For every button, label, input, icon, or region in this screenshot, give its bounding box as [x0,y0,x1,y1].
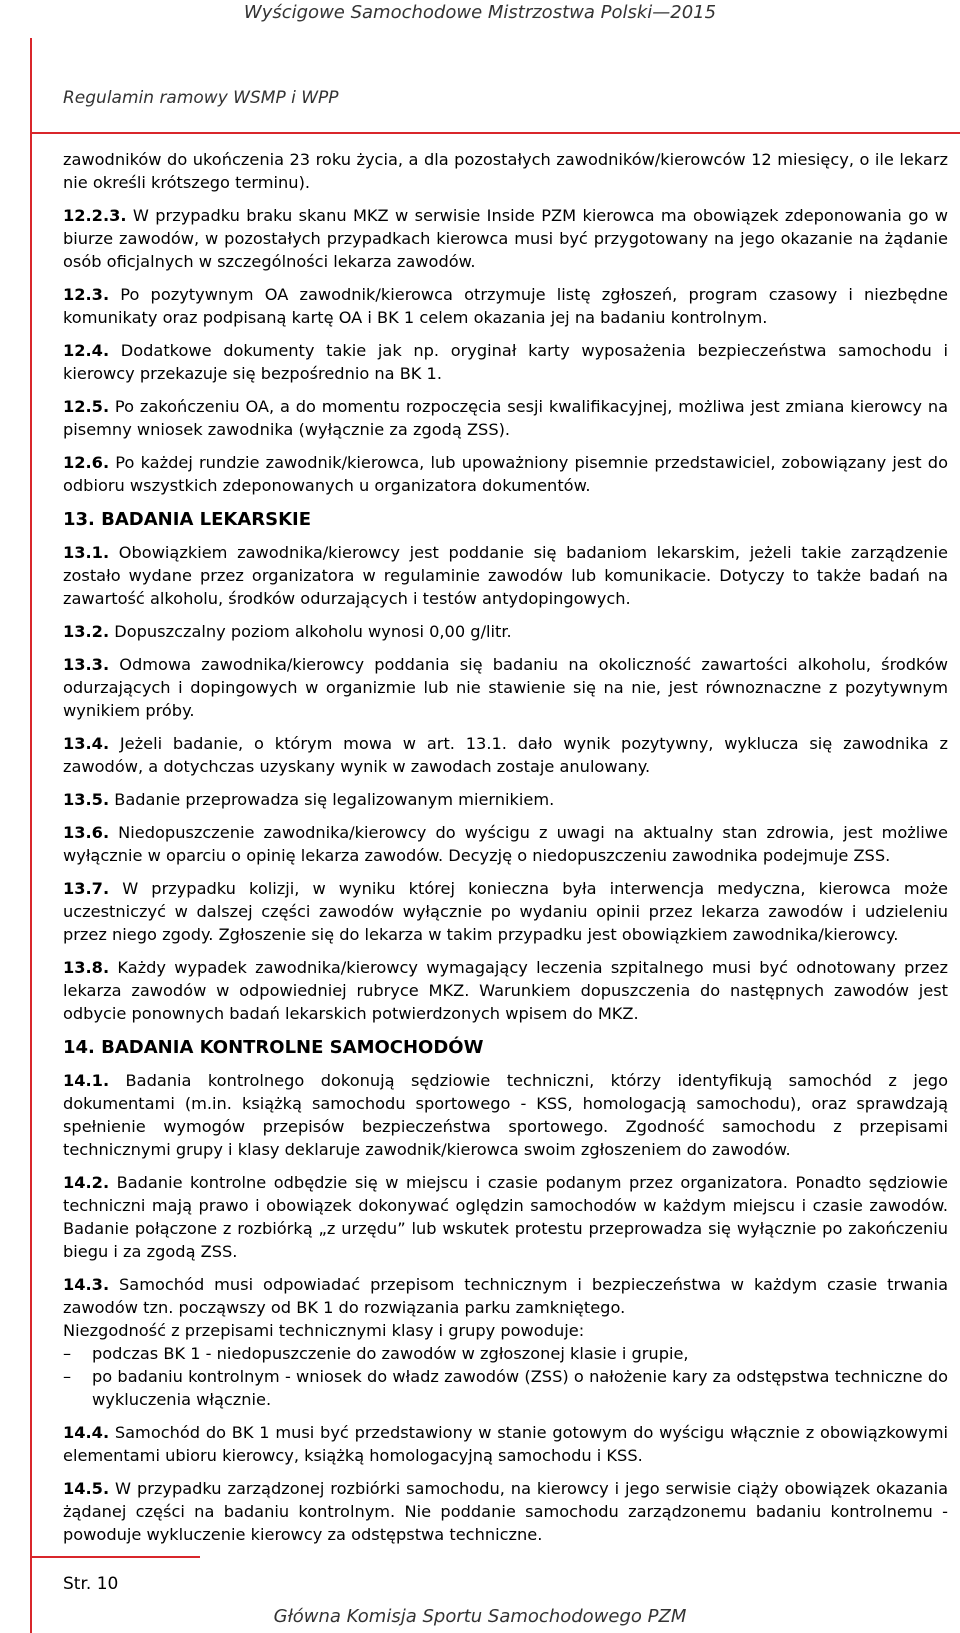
paragraph-text: zawodników do ukończenia 23 roku życia, a dla pozostałych zawodników/kierowców 12 miesięcy, o ile lekarz nie określi krótszego terminu). [63,150,948,192]
section-number: 14.2. [63,1173,110,1192]
paragraph-text: Badanie przeprowadza się legalizowanym miernikiem. [109,790,555,809]
paragraph-text: Niedopuszczenie zawodnika/kierowcy do wyścigu z uwagi na aktualny stan zdrowia, jest możliwe wyłącznie w oparciu o opinię lekarza zawodów. Decyzję o niedopuszczeniu zawodnika podejmuje ZSS. [63,823,948,865]
paragraph-text: Samochód do BK 1 musi być przedstawiony w stanie gotowym do wyścigu włącznie z obowiązkowymi elementami ubioru kierowcy, książką homologacyjną samochodu i KSS. [63,1423,948,1465]
paragraph [63,148,948,194]
paragraph-12-5 [63,395,948,441]
list-item: – podczas BK 1 - niedopuszczenie do zawodów w zgłoszonej klasie i grupie, [63,1342,948,1365]
section-number: 12.3. [63,285,110,304]
paragraph-13-4 [63,732,948,778]
paragraph-text: Dopuszczalny poziom alkoholu wynosi 0,00 g/litr. [109,622,512,641]
paragraph-13-7 [63,877,948,946]
dash-list [63,1342,948,1411]
paragraph-12-2-3 [63,204,948,273]
page-body [63,148,948,1556]
paragraph-text: Każdy wypadek zawodnika/kierowcy wymagający leczenia szpitalnego musi być odnotowany przez lekarza zawodów w odpowiedniej rubryce MKZ. Warunkiem dopuszczenia do następnych zawodów jest odbycie ponownych badań lekarskich potwierdzonych wpisem do MKZ. [63,958,948,1023]
paragraph-13-3 [63,653,948,722]
paragraph-13-6 [63,821,948,867]
paragraph-text: Po każdej rundzie zawodnik/kierowca, lub upoważniony pisemnie przedstawiciel, zobowiązany jest do odbioru wszystkich zdeponowanych u organizatora dokumentów. [63,453,948,495]
paragraph-text: Dodatkowe dokumenty takie jak np. oryginał karty wyposażenia bezpieczeństwa samochodu i kierowcy przekazuje się bezpośrednio na BK 1. [63,341,948,383]
paragraph-text: Niezgodność z przepisami technicznymi klasy i grupy powoduje: [63,1321,585,1340]
paragraph-13-5 [63,788,948,811]
section-number: 13.3. [63,655,110,674]
section-number: 13.5. [63,790,110,809]
paragraph-text: Obowiązkiem zawodnika/kierowcy jest poddanie się badaniom lekarskim, jeżeli takie zarządzenie zostało wydane przez organizatora w regulaminie zawodów lub komunikacie. Dotyczy to także badań na zawartość alkoholu, środków odurzających i testów antydopingowych. [63,543,948,608]
section-number: 13.6. [63,823,110,842]
paragraph-12-3 [63,283,948,329]
section-number: 14.5. [63,1479,110,1498]
section-number: 14.1. [63,1071,110,1090]
paragraph-text: Badanie kontrolne odbędzie się w miejscu i czasie podanym przez organizatora. Ponadto sędziowie techniczni mają prawo i obowiązek dokonywać oględzin samochodów w każdym miejscu i czasie zawodów. Badanie połączone z rozbiórką „z urzędu” lub wskutek protestu przeprowadza się wyłącznie po zakończeniu biegu i za zgodą ZSS. [63,1173,948,1261]
paragraph-13-8 [63,956,948,1025]
page-number: Str. 10 [63,1574,119,1594]
section-number: 12.2.3. [63,206,127,225]
section-number: 14.3. [63,1275,110,1294]
paragraph-text: W przypadku zarządzonej rozbiórki samochodu, na kierowcy i jego serwisie ciąży obowiązek okazania żądanej części na badaniu kontrolnym. Nie poddanie samochodu zarządzonemu badaniu kontrolnemu - powoduje wykluczenie kierowcy za odstępstwa techniczne. [63,1479,948,1544]
section-number: 13.4. [63,734,110,753]
paragraph-13-2 [63,620,948,643]
paragraph-list-intro [63,1319,948,1342]
section-number: 13.7. [63,879,110,898]
paragraph-12-6 [63,451,948,497]
section-number: 12.4. [63,341,110,360]
paragraph-14-4 [63,1421,948,1467]
paragraph-text: Jeżeli badanie, o którym mowa w art. 13.1. dało wynik pozytywny, wyklucza się zawodnika z zawodów, a dotychczas uzyskany wynik w zawodach zostaje anulowany. [63,734,948,776]
paragraph-14-1 [63,1069,948,1161]
section-number: 13.1. [63,543,110,562]
header-rule [30,132,960,134]
paragraph-14-5 [63,1477,948,1546]
paragraph-14-2 [63,1171,948,1263]
paragraph-text: Po zakończeniu OA, a do momentu rozpoczęcia sesji kwalifikacyjnej, możliwa jest zmiana kierowcy na pisemny wniosek zawodnika (wyłącznie za zgodą ZSS). [63,397,948,439]
paragraph-14-3 [63,1273,948,1319]
margin-rule-vertical [30,38,32,1633]
footer-rule [30,1556,200,1558]
document-footer: Główna Komisja Sportu Samochodowego PZM [273,1606,687,1627]
list-item: – po badaniu kontrolnym - wniosek do władz zawodów (ZSS) o nałożenie kary za odstępstwa techniczne do wykluczenia włącznie. [63,1365,948,1411]
section-heading-14: 14. BADANIA KONTROLNE SAMOCHODÓW [63,1037,484,1058]
section-number: 14.4. [63,1423,110,1442]
paragraph-13-1 [63,541,948,610]
paragraph-text: Badania kontrolnego dokonują sędziowie techniczni, którzy identyfikują samochód z jego dokumentami (m.in. książką samochodu sportowego - KSS, homologacją samochodu), oraz sprawdzają spełnienie wymogów przepisów bezpieczeństwa sportowego. Zgodność samochodu z przepisami technicznymi grupy i klasy deklaruje zawodnik/kierowca swoim zgłoszeniem do zawodów. [63,1071,948,1159]
section-number: 13.8. [63,958,110,977]
section-number: 13.2. [63,622,110,641]
document-header-subtitle: Regulamin ramowy WSMP i WPP [63,88,339,108]
section-number: 12.5. [63,397,110,416]
paragraph-text: Po pozytywnym OA zawodnik/kierowca otrzymuje listę zgłoszeń, program czasowy i niezbędne komunikaty oraz podpisaną kartę OA i BK 1 celem okazania jej na badaniu kontrolnym. [63,285,948,327]
paragraph-text: Odmowa zawodnika/kierowcy poddania się badaniu na okoliczność zawartości alkoholu, środków odurzających i dopingowych w organizmie lub nie stawienie się na nie, jest równoznaczne z pozytywnym wynikiem próby. [63,655,948,720]
paragraph-12-4 [63,339,948,385]
paragraph-text: W przypadku kolizji, w wyniku której konieczna była interwencja medyczna, kierowca może uczestniczyć w dalszej części zawodów wyłącznie po wydaniu opinii przez lekarza zawodów i udzieleniu przez niego zgody. Zgłoszenie się do lekarza w takim przypadku jest obowiązkiem zawodnika/kierowcy. [63,879,948,944]
section-number: 12.6. [63,453,110,472]
paragraph-text: W przypadku braku skanu MKZ w serwisie Inside PZM kierowca ma obowiązek zdeponowania go w biurze zawodów, w pozostałych przypadkach kierowca musi być przygotowany na jego okazanie na żądanie osób oficjalnych w szczególności lekarza zawodów. [63,206,948,271]
section-heading-13: 13. BADANIA LEKARSKIE [63,509,312,530]
document-header-title: Wyścigowe Samochodowe Mistrzostwa Polski—2015 [243,2,717,23]
paragraph-text: Samochód musi odpowiadać przepisom technicznym i bezpieczeństwa w każdym czasie trwania zawodów tzn. począwszy od BK 1 do rozwiązania parku zamkniętego. [63,1275,948,1317]
